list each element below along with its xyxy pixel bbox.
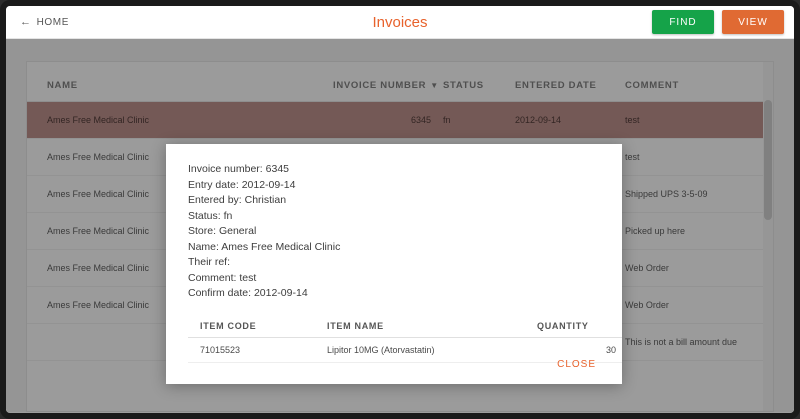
page-title: Invoices	[372, 13, 428, 31]
cell-comment: Picked up here	[619, 213, 774, 250]
field-confirm-date	[188, 286, 600, 302]
close-button[interactable]: CLOSE	[549, 353, 604, 376]
column-header-entered-date[interactable]: ENTERED DATE	[509, 62, 619, 102]
field-confirm-date-label: Confirm date:	[188, 287, 252, 299]
cell-comment: Web Order	[619, 287, 774, 324]
field-status-value: fn	[223, 209, 233, 222]
back-arrow-icon: ←	[20, 16, 32, 28]
cell-comment: Web Order	[619, 250, 774, 287]
field-invoice-number-value: 6345	[265, 163, 289, 175]
find-button[interactable]: FIND	[652, 10, 714, 34]
cell-comment: Shipped UPS 3-5-09	[619, 176, 774, 213]
items-column-header-item-code: ITEM CODE	[188, 315, 323, 338]
column-header-invoice-number-label: INVOICE NUMBER	[333, 80, 427, 91]
field-their-ref	[188, 255, 600, 271]
field-name-value: Ames Free Medical Clinic	[221, 240, 341, 253]
field-name-label: Name:	[188, 240, 219, 253]
items-cell-quantity: 30	[533, 337, 622, 362]
cell-entered-date: 2012-09-14	[509, 102, 619, 139]
field-status-label: Status:	[188, 209, 221, 222]
field-store-value: General	[218, 225, 257, 237]
field-confirm-date-value: 2012-09-14	[253, 287, 308, 299]
field-comment	[188, 271, 600, 287]
cell-name: Ames Free Medical Clinic	[27, 102, 327, 139]
view-button[interactable]: VIEW	[722, 10, 784, 34]
items-cell-item-name: Lipitor 10MG (Atorvastatin)	[323, 337, 533, 362]
field-entry-date-value: 2012-09-14	[241, 178, 296, 191]
items-header-row	[188, 315, 622, 338]
field-their-ref-label: Their ref:	[188, 256, 231, 268]
field-entered-by-label: Entered by:	[188, 194, 242, 206]
field-entry-date-label: Entry date:	[188, 178, 239, 191]
modal-footer	[549, 353, 604, 376]
field-entered-by	[188, 193, 600, 209]
cell-name: Ames Free Medical Clinic	[27, 213, 327, 250]
items-cell-item-code: 71015523	[188, 337, 323, 362]
field-invoice-number	[188, 162, 600, 178]
cell-invoice-number: 6345	[327, 102, 437, 139]
field-entry-date	[188, 178, 600, 194]
field-comment-value: test	[239, 271, 257, 284]
cell-name: Ames Free Medical Clinic	[27, 139, 327, 176]
field-store	[188, 224, 600, 240]
items-column-header-quantity: QUANTITY	[533, 315, 622, 338]
field-entered-by-value: Christian	[244, 194, 287, 206]
field-status	[188, 209, 600, 225]
cell-comment: This is not a bill amount due	[619, 324, 774, 361]
field-name	[188, 240, 600, 256]
column-header-name[interactable]: NAME	[27, 62, 327, 102]
cell-comment: test	[619, 139, 774, 176]
cell-name: Ames Free Medical Clinic	[27, 250, 327, 287]
cell-name: Ames Free Medical Clinic	[27, 176, 327, 213]
field-comment-label: Comment:	[188, 271, 237, 284]
column-header-status[interactable]: STATUS	[437, 62, 509, 102]
cell-name: Ames Free Medical Clinic	[27, 287, 327, 324]
items-column-header-item-name: ITEM NAME	[323, 315, 533, 338]
column-header-comment[interactable]: COMMENT	[619, 62, 774, 102]
sort-descending-icon: ▼	[430, 81, 439, 90]
top-bar	[6, 6, 794, 39]
top-bar-actions	[652, 10, 784, 34]
cell-status: fn	[437, 102, 509, 139]
cell-comment: test	[619, 102, 774, 139]
home-link-label: HOME	[36, 16, 70, 28]
invoice-detail-modal	[166, 144, 622, 384]
field-store-label: Store:	[188, 225, 217, 237]
field-invoice-number-label: Invoice number:	[188, 163, 263, 175]
